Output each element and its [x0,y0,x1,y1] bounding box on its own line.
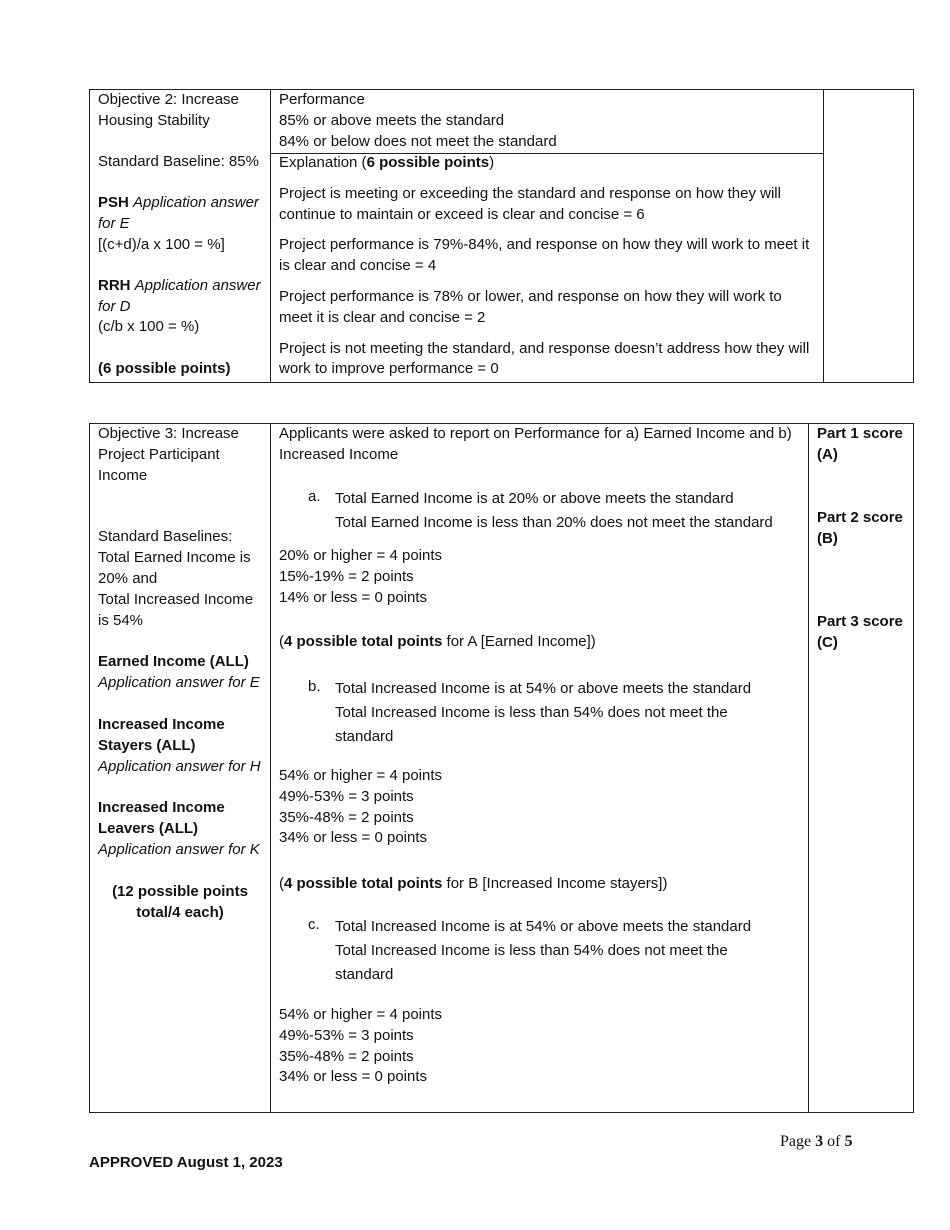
leavers-answer: Application answer for K [98,840,260,858]
criterion-0-points: Project is not meeting the standard, and response doesn’t address how they will work to improve performance = 0 [279,339,810,378]
rrh-application-answer: Application answer for D [98,276,261,315]
objective-2-points: (6 possible points) [98,360,231,378]
stayers-answer: Application answer for H [98,757,261,775]
leavers-label: Increased Income Leavers (ALL) [98,799,225,838]
list-item: 35%-48% = 2 points [279,1047,414,1065]
item-a-text [335,487,805,535]
part-1-score-label: Part 1 score [817,425,903,442]
list-item: 20% or higher = 4 points [279,547,443,564]
item-b-not-meet: Total Increased Income is less than 54% does not meet the standard [335,704,728,745]
item-c-marker: c. [308,916,320,933]
performance-label: Performance [279,91,365,108]
part-2-score [817,508,903,550]
part-3-score-label: Part 3 score [817,613,903,630]
objective-3-intro: Applicants were asked to report on Performance for a) Earned Income and b) Increased Income [279,425,792,463]
baseline-earned: Total Earned Income is 20% and [98,549,251,587]
item-a-marker: a. [308,488,321,505]
rrh-block [98,276,262,318]
objective-2-title: Objective 2: Increase Housing Stability [98,91,239,129]
objective-3-left-cell [90,424,270,923]
item-c-points-list [279,1005,442,1088]
objective-2-performance-cell [271,90,823,152]
psh-application-answer: Application answer for E [98,194,259,233]
item-b-text [335,677,790,749]
earned-income-label: Earned Income (ALL) [98,653,249,671]
objective-3-performance-cell [271,424,808,466]
performance-meets: 85% or above meets the standard [279,111,505,129]
standard-baselines-heading: Standard Baselines: [98,528,233,546]
item-a-not-meet: Total Earned Income is less than 20% does not meet the standard [335,514,773,531]
objective-3-title: Objective 3: Increase Project Participant Income [98,425,239,484]
item-a-total: (4 possible total points for A [Earned Income]) [279,633,596,650]
item-b-marker: b. [308,678,321,695]
list-item: 49%-53% = 3 points [279,1026,414,1044]
part-1-score [817,424,903,466]
item-b-points-list [279,766,442,849]
criterion-4-points: Project performance is 79%-84%, and response on how they will work to meet it is clear and concise = 4 [279,236,810,275]
part-3-score [817,612,903,654]
performance-not-meet: 84% or below does not meet the standard [279,132,557,150]
criterion-2-points: Project performance is 78% or lower, and response on how they will work to meet it is clear and concise = 2 [279,287,782,326]
explanation-heading: Explanation (6 possible points) [279,154,495,171]
earned-income-answer: Application answer for E [98,674,260,692]
item-c-meets: Total Increased Income is at 54% or above meets the standard [335,918,752,935]
list-item: 34% or less = 0 points [279,1068,428,1086]
rrh-formula: (c/b x 100 = %) [98,318,200,336]
part-2-score-letter: (B) [817,529,838,547]
page-number: Page 3 of 5 [780,1133,853,1150]
list-item: 14% or less = 0 points [279,588,428,606]
baseline-increased: Total Increased Income is 54% [98,590,254,629]
list-item: 35%-48% = 2 points [279,808,414,826]
list-item: 34% or less = 0 points [279,829,428,847]
list-item: 49%-53% = 3 points [279,787,414,805]
psh-formula: [(c+d)/a x 100 = %] [98,235,225,253]
list-item: 54% or higher = 4 points [279,1006,443,1023]
item-c-not-meet: Total Increased Income is less than 54% does not meet the standard [335,942,728,983]
criterion-6-points: Project is meeting or exceeding the standard and response on how they will continue to maintain or exceed is clear and concise = 6 [279,184,781,223]
stayers-label: Increased Income Stayers (ALL) [98,715,225,754]
list-item: 15%-19% = 2 points [279,567,414,585]
item-b-total: (4 possible total points for B [Increased Income stayers]) [279,875,668,892]
item-b-meets: Total Increased Income is at 54% or above meets the standard [335,680,752,697]
standard-baseline: Standard Baseline: 85% [98,152,259,170]
objective-3-total-points: (12 possible points total/4 each) [112,882,248,921]
approved-date: APPROVED August 1, 2023 [89,1154,283,1171]
item-c-text [335,915,790,987]
part-2-score-label: Part 2 score [817,509,903,526]
objective-2-explanation-cell [271,153,823,380]
psh-block [98,193,262,235]
part-3-score-letter: (C) [817,633,838,651]
part-1-score-letter: (A) [817,445,838,463]
rrh-label: RRH [98,276,131,294]
item-a-meets: Total Earned Income is at 20% or above meets the standard [335,490,734,507]
psh-label: PSH [98,194,129,212]
item-a-points-list [279,546,442,608]
objective-2-left-cell [90,90,270,380]
list-item: 54% or higher = 4 points [279,767,443,784]
